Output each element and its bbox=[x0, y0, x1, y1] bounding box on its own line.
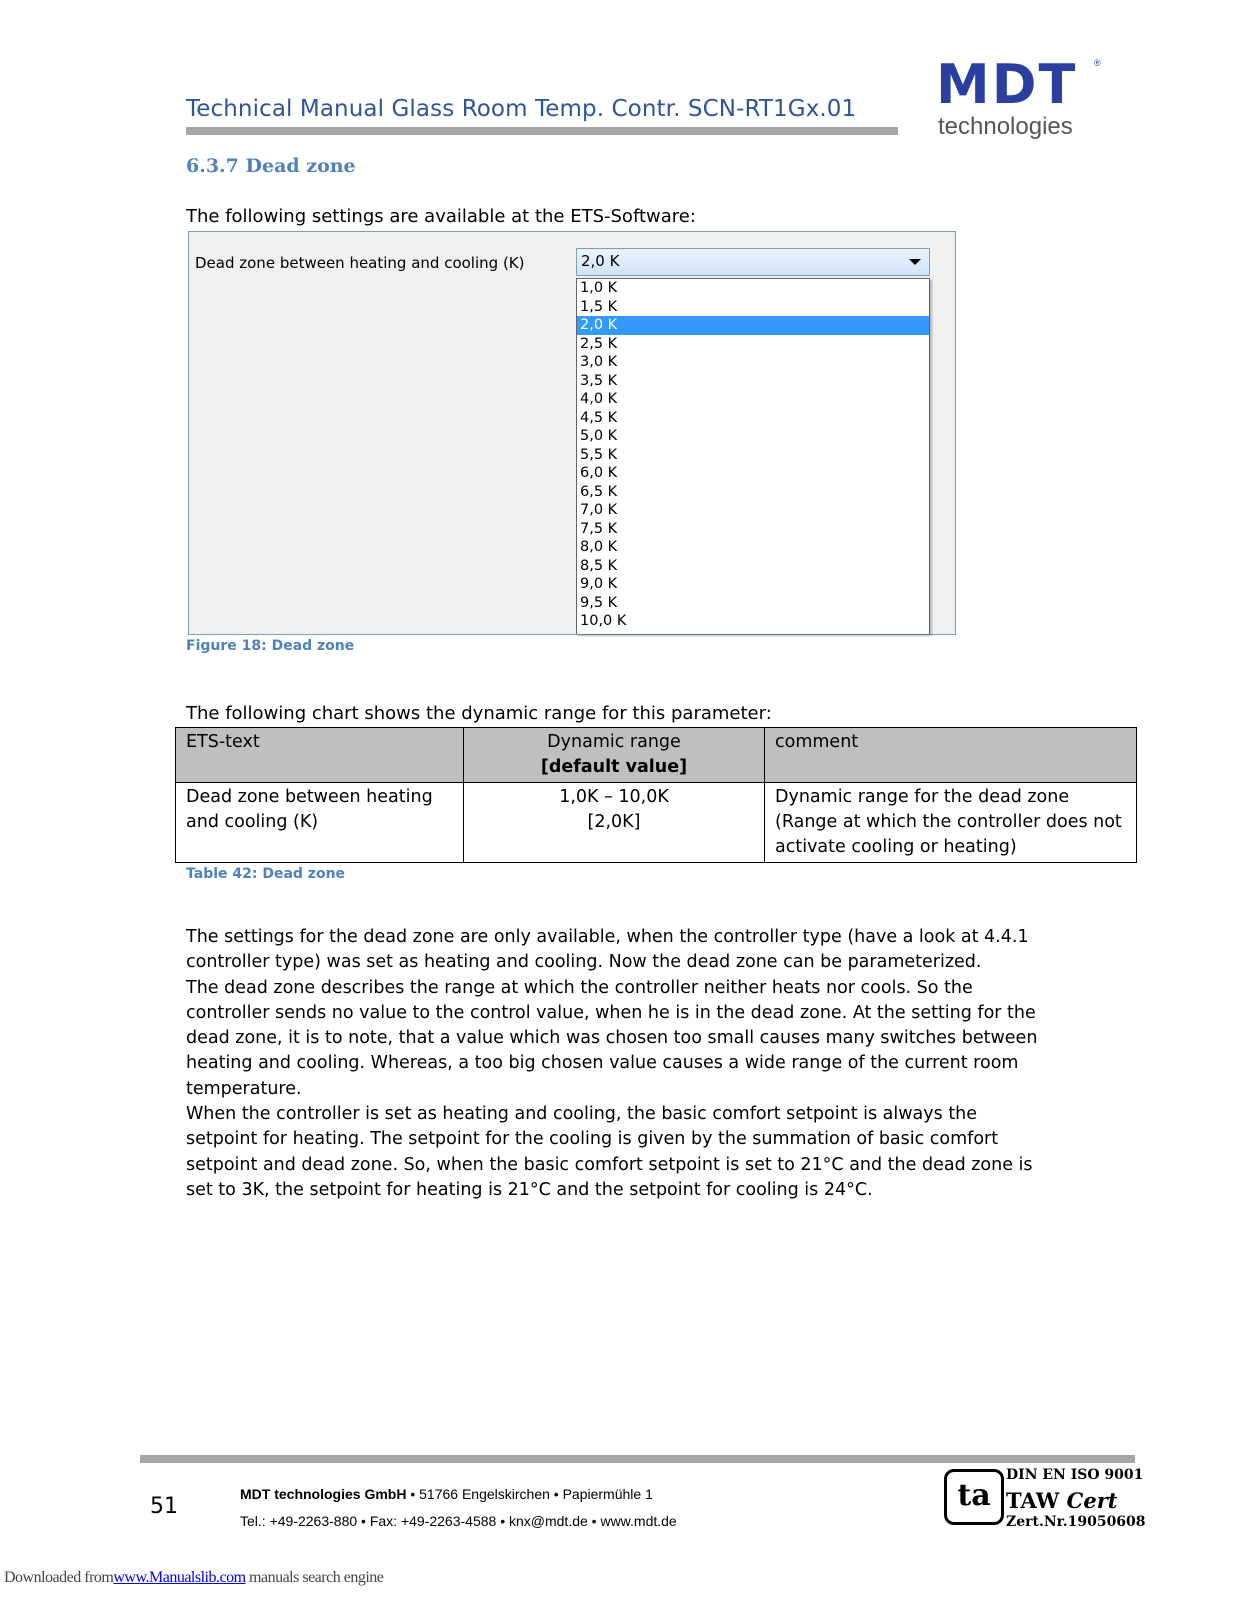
option-3-5k[interactable]: 3,5 K bbox=[580, 372, 618, 389]
option-5-5k[interactable]: 5,5 K bbox=[580, 446, 618, 463]
header-dynamic-range bbox=[464, 728, 765, 783]
dead-zone-select-value: 2,0 K bbox=[581, 252, 620, 270]
mdt-logo bbox=[936, 53, 1106, 142]
header-ets-text: ETS-text bbox=[176, 728, 464, 783]
header-title: Technical Manual Glass Room Temp. Contr. SCN-RT1Gx.01 bbox=[186, 96, 857, 122]
option-6-5k[interactable]: 6,5 K bbox=[580, 483, 618, 500]
table-row bbox=[176, 783, 1137, 863]
download-banner bbox=[4, 1569, 383, 1587]
option-1-0k[interactable]: 1,0 K bbox=[580, 280, 618, 296]
option-8-5k[interactable]: 8,5 K bbox=[580, 557, 618, 574]
page-number: 51 bbox=[150, 1494, 178, 1519]
option-2-0k[interactable]: 2,0 K bbox=[577, 316, 929, 335]
option-4-5k[interactable]: 4,5 K bbox=[580, 409, 618, 426]
table-caption: Table 42: Dead zone bbox=[186, 866, 346, 882]
logo-main-text: MDT bbox=[936, 53, 1078, 116]
chart-intro: The following chart shows the dynamic range for this parameter: bbox=[186, 703, 772, 724]
logo-sub-text: technologies bbox=[938, 113, 1073, 140]
footer-contact-line: Tel.: +49-2263-880 • Fax: +49-2263-4588 • knx@mdt.de • www.mdt.de bbox=[240, 1513, 677, 1529]
chevron-down-icon[interactable] bbox=[909, 259, 921, 265]
cell-comment: Dynamic range for the dead zone (Range at which the controller does not activate cooling or heating) bbox=[765, 783, 1137, 863]
option-4-0k[interactable]: 4,0 K bbox=[580, 391, 618, 407]
cell-dynamic-range bbox=[464, 783, 765, 863]
ets-parameter-label: Dead zone between heating and cooling (K) bbox=[195, 254, 525, 272]
header-rule bbox=[186, 127, 898, 135]
dead-zone-select[interactable] bbox=[576, 248, 930, 276]
cell-range-value: 1,0K – 10,0K bbox=[559, 787, 669, 807]
manualslib-link[interactable]: www.Manualslib.com bbox=[113, 1569, 246, 1586]
download-prefix: Downloaded from bbox=[4, 1569, 114, 1586]
section-heading: 6.3.7 Dead zone bbox=[186, 155, 356, 177]
footer-address-line bbox=[240, 1486, 653, 1502]
option-1-5k[interactable]: 1,5 K bbox=[580, 298, 618, 315]
footer-company: MDT technologies GmbH bbox=[240, 1486, 407, 1502]
taw-cert-logo-icon: ta bbox=[944, 1469, 1004, 1525]
option-3-0k[interactable]: 3,0 K bbox=[580, 354, 618, 370]
figure-caption: Figure 18: Dead zone bbox=[186, 638, 355, 654]
option-7-0k[interactable]: 7,0 K bbox=[580, 502, 618, 518]
cert-name bbox=[1006, 1488, 1117, 1513]
footer-address: • 51766 Engelskirchen • Papiermühle 1 bbox=[410, 1486, 653, 1502]
dead-zone-options-list[interactable] bbox=[576, 278, 930, 634]
header-comment: comment bbox=[765, 728, 1137, 783]
cert-standard: DIN EN ISO 9001 bbox=[1006, 1467, 1144, 1483]
cert-number: Zert.Nr.19050608 bbox=[1006, 1514, 1146, 1530]
body-paragraph-2: The dead zone describes the range at which the controller neither heats nor cools. So the controller sends no value to the control value, when he is in the dead zone. At the setting for the dead zone, it is to note, that a value which was chosen too small causes many switches between heating and cooling. Whereas, a too big chosen value causes a wide range of the current room temperature. bbox=[186, 977, 1038, 1099]
option-9-5k[interactable]: 9,5 K bbox=[580, 594, 618, 611]
cell-default-value: [2,0K] bbox=[587, 812, 641, 832]
header-dynamic-range-label: Dynamic range bbox=[547, 732, 681, 752]
body-paragraph-3: When the controller is set as heating and cooling, the basic comfort setpoint is always the setpoint for heating. The setpoint for the cooling is given by the summation of basic comfort setpoint and dead zone. So, when the basic comfort setpoint is set to 21°C and the dead zone is set to 3K, the setpoint for heating is 21°C and the setpoint for cooling is 24°C. bbox=[186, 1104, 1033, 1200]
option-7-5k[interactable]: 7,5 K bbox=[580, 520, 618, 537]
option-5-0k[interactable]: 5,0 K bbox=[580, 428, 618, 444]
cell-ets-text: Dead zone between heating and cooling (K) bbox=[176, 783, 464, 863]
body-paragraph-1: The settings for the dead zone are only available, when the controller type (have a look at 4.4.1 controller type) was set as heating and cooling. Now the dead zone can be parameterized. bbox=[186, 927, 1029, 973]
logo-registered-mark: ® bbox=[1094, 58, 1101, 68]
option-2-5k[interactable]: 2,5 K bbox=[580, 335, 618, 352]
section-intro: The following settings are available at the ETS-Software: bbox=[186, 206, 696, 227]
footer-rule bbox=[140, 1455, 1135, 1463]
option-9-0k[interactable]: 9,0 K bbox=[580, 576, 618, 592]
cert-name-cert: Cert bbox=[1066, 1488, 1118, 1513]
option-6-0k[interactable]: 6,0 K bbox=[580, 465, 618, 481]
option-8-0k[interactable]: 8,0 K bbox=[580, 539, 618, 555]
table-header-row bbox=[176, 728, 1137, 783]
cert-name-taw: TAW bbox=[1006, 1488, 1060, 1513]
download-suffix: manuals search engine bbox=[245, 1569, 384, 1586]
dynamic-range-table bbox=[175, 727, 1137, 863]
body-text bbox=[186, 925, 1046, 1203]
header-default-value-label: [default value] bbox=[540, 757, 688, 777]
option-10-0k[interactable]: 10,0 K bbox=[580, 613, 627, 629]
